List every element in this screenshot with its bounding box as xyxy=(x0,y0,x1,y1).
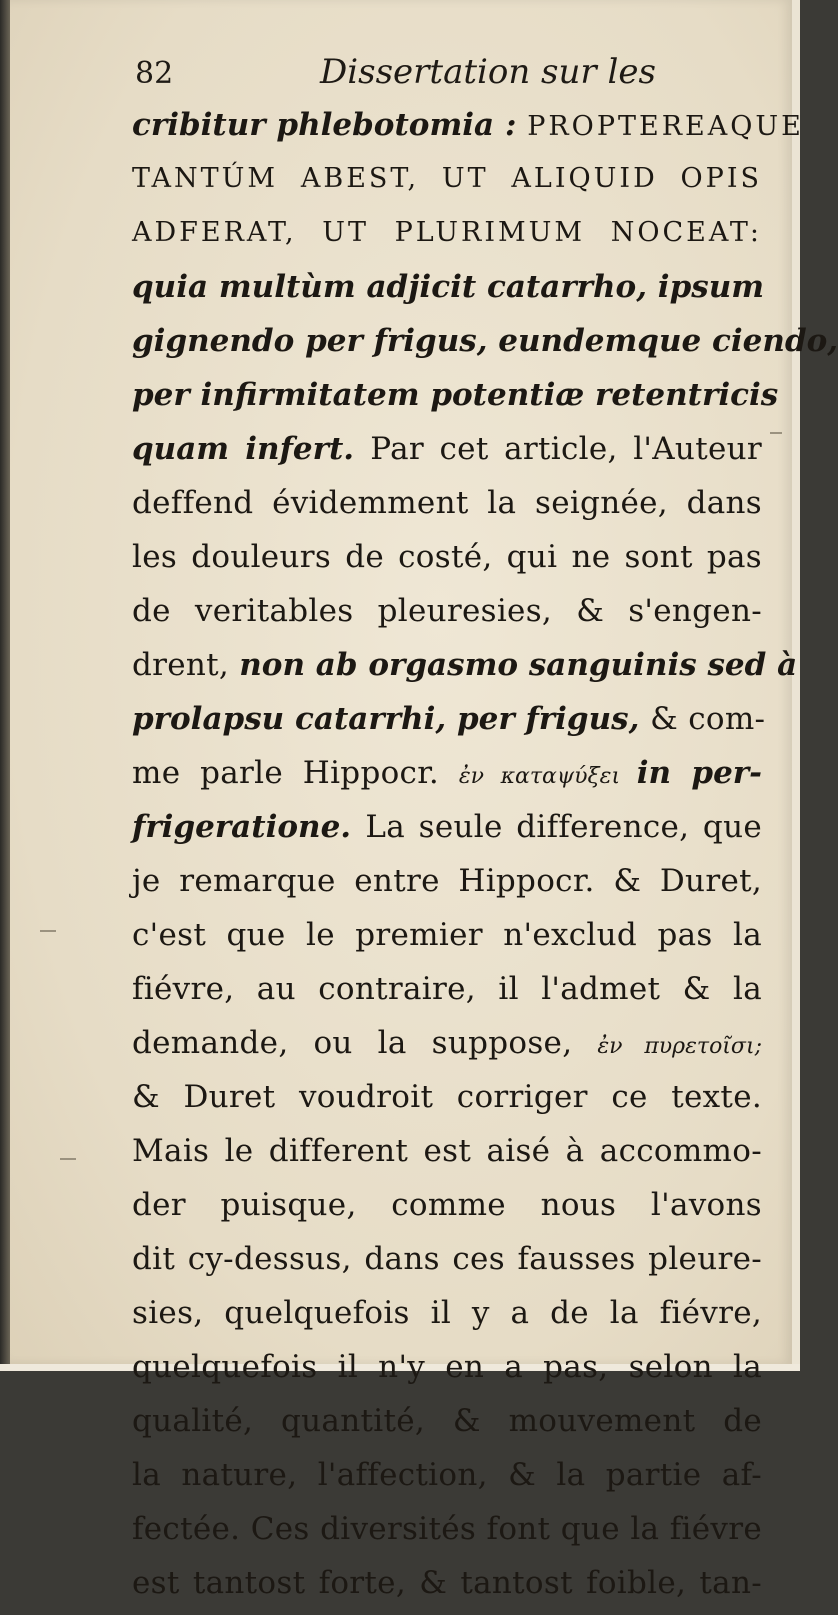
text-span-roman: quelquefois il n'y en a pas, selon la xyxy=(132,1349,762,1385)
text-line xyxy=(132,422,762,476)
text-span-roman: qualité, quantité, & mouvement de xyxy=(132,1403,762,1439)
text-span-ital: non ab orgasmo sanguinis sed à xyxy=(239,647,798,683)
text-span-roman: der puisque, comme nous l'avons xyxy=(132,1187,762,1223)
text-span-roman: fectée. Ces diversités font que la fiévre xyxy=(132,1511,762,1547)
text-line xyxy=(132,260,765,314)
text-line xyxy=(132,1232,762,1286)
text-line xyxy=(132,908,762,962)
text-line xyxy=(132,1070,762,1124)
text-line xyxy=(132,98,804,152)
text-span-roman: deffend évidemment la seignée, dans xyxy=(132,485,762,521)
text-line xyxy=(132,638,798,692)
text-span-roman: la nature, l'affection, & la partie af- xyxy=(132,1457,762,1493)
text-line xyxy=(132,1394,762,1448)
text-line xyxy=(132,746,762,800)
text-span-roman: me parle Hippocr. xyxy=(132,755,459,791)
text-span-roman: Par cet article, l'Auteur xyxy=(370,431,762,467)
text-span-caps: PROPTEREAQUE xyxy=(527,111,804,142)
text-span-roman: La seule difference, que xyxy=(365,809,762,845)
running-title: Dissertation sur les xyxy=(320,52,656,92)
text-line xyxy=(132,1556,762,1610)
text-line xyxy=(132,152,762,206)
text-span-greek: ἐν καταψύξει xyxy=(458,764,637,789)
binding-edge xyxy=(0,0,10,1371)
text-line xyxy=(132,530,762,584)
text-span-ital: frigeratione. xyxy=(132,809,366,845)
text-span-ital: in per- xyxy=(636,755,762,791)
text-span-roman: sies, quelquefois il y a de la fiévre, xyxy=(132,1295,762,1331)
text-span-roman: Mais le different est aisé à accommo- xyxy=(132,1133,762,1169)
text-line xyxy=(132,1448,762,1502)
text-span-greek: ἐν πυρετοῖσι; xyxy=(597,1034,762,1059)
text-line xyxy=(132,314,838,368)
text-span-roman: c'est que le premier n'exclud pas la xyxy=(132,917,762,953)
text-span-roman: est tantost forte, & tantost foible, tan- xyxy=(132,1565,762,1601)
text-line xyxy=(132,692,766,746)
text-span-roman: dit cy-dessus, dans ces fausses pleure- xyxy=(132,1241,762,1277)
margin-mark xyxy=(770,432,782,434)
page-header xyxy=(135,50,755,98)
margin-mark xyxy=(40,930,56,932)
text-line xyxy=(132,368,779,422)
text-span-ital: per infirmitatem potentiæ retentricis xyxy=(132,377,779,413)
text-line xyxy=(132,854,762,908)
text-span-ital: cribitur phlebotomia : xyxy=(132,107,528,143)
text-span-roman: & com- xyxy=(650,701,766,737)
text-span-ital: prolapsu catarrhi, per frigus, xyxy=(132,701,651,737)
text-span-caps: ADFERAT, UT PLURIMUM NOCEAT: xyxy=(132,217,762,248)
text-span-ital: gignendo per frigus, eundemque ciendo, xyxy=(132,323,838,359)
text-span-caps: TANTÚM ABEST, UT ALIQUID OPIS xyxy=(132,163,762,194)
text-line xyxy=(132,1016,762,1070)
text-span-roman: fiévre, au contraire, il l'admet & la xyxy=(132,971,762,1007)
text-span-roman: & Duret voudroit corriger ce texte. xyxy=(132,1079,762,1115)
text-line xyxy=(132,206,762,260)
margin-mark xyxy=(60,1158,76,1160)
text-line xyxy=(132,1502,762,1556)
text-span-roman: drent, xyxy=(132,647,240,683)
text-span-roman: je remarque entre Hippocr. & Duret, xyxy=(132,863,762,899)
text-line xyxy=(132,1178,762,1232)
text-span-roman: de veritables pleuresies, & s'engen- xyxy=(132,593,762,629)
text-line xyxy=(132,962,762,1016)
text-line xyxy=(132,1286,762,1340)
text-span-roman: demande, ou la suppose, xyxy=(132,1025,598,1061)
page-number: 82 xyxy=(135,56,174,91)
text-span-ital: quam infert. xyxy=(132,431,371,467)
text-line xyxy=(132,476,762,530)
text-line xyxy=(132,584,762,638)
text-line xyxy=(132,1340,762,1394)
text-span-ital: quia multùm adjicit catarrho, ipsum xyxy=(132,269,765,305)
body-text xyxy=(132,98,838,1610)
text-span-roman: les douleurs de costé, qui ne sont pas xyxy=(132,539,762,575)
text-line xyxy=(132,1124,762,1178)
text-line xyxy=(132,800,762,854)
